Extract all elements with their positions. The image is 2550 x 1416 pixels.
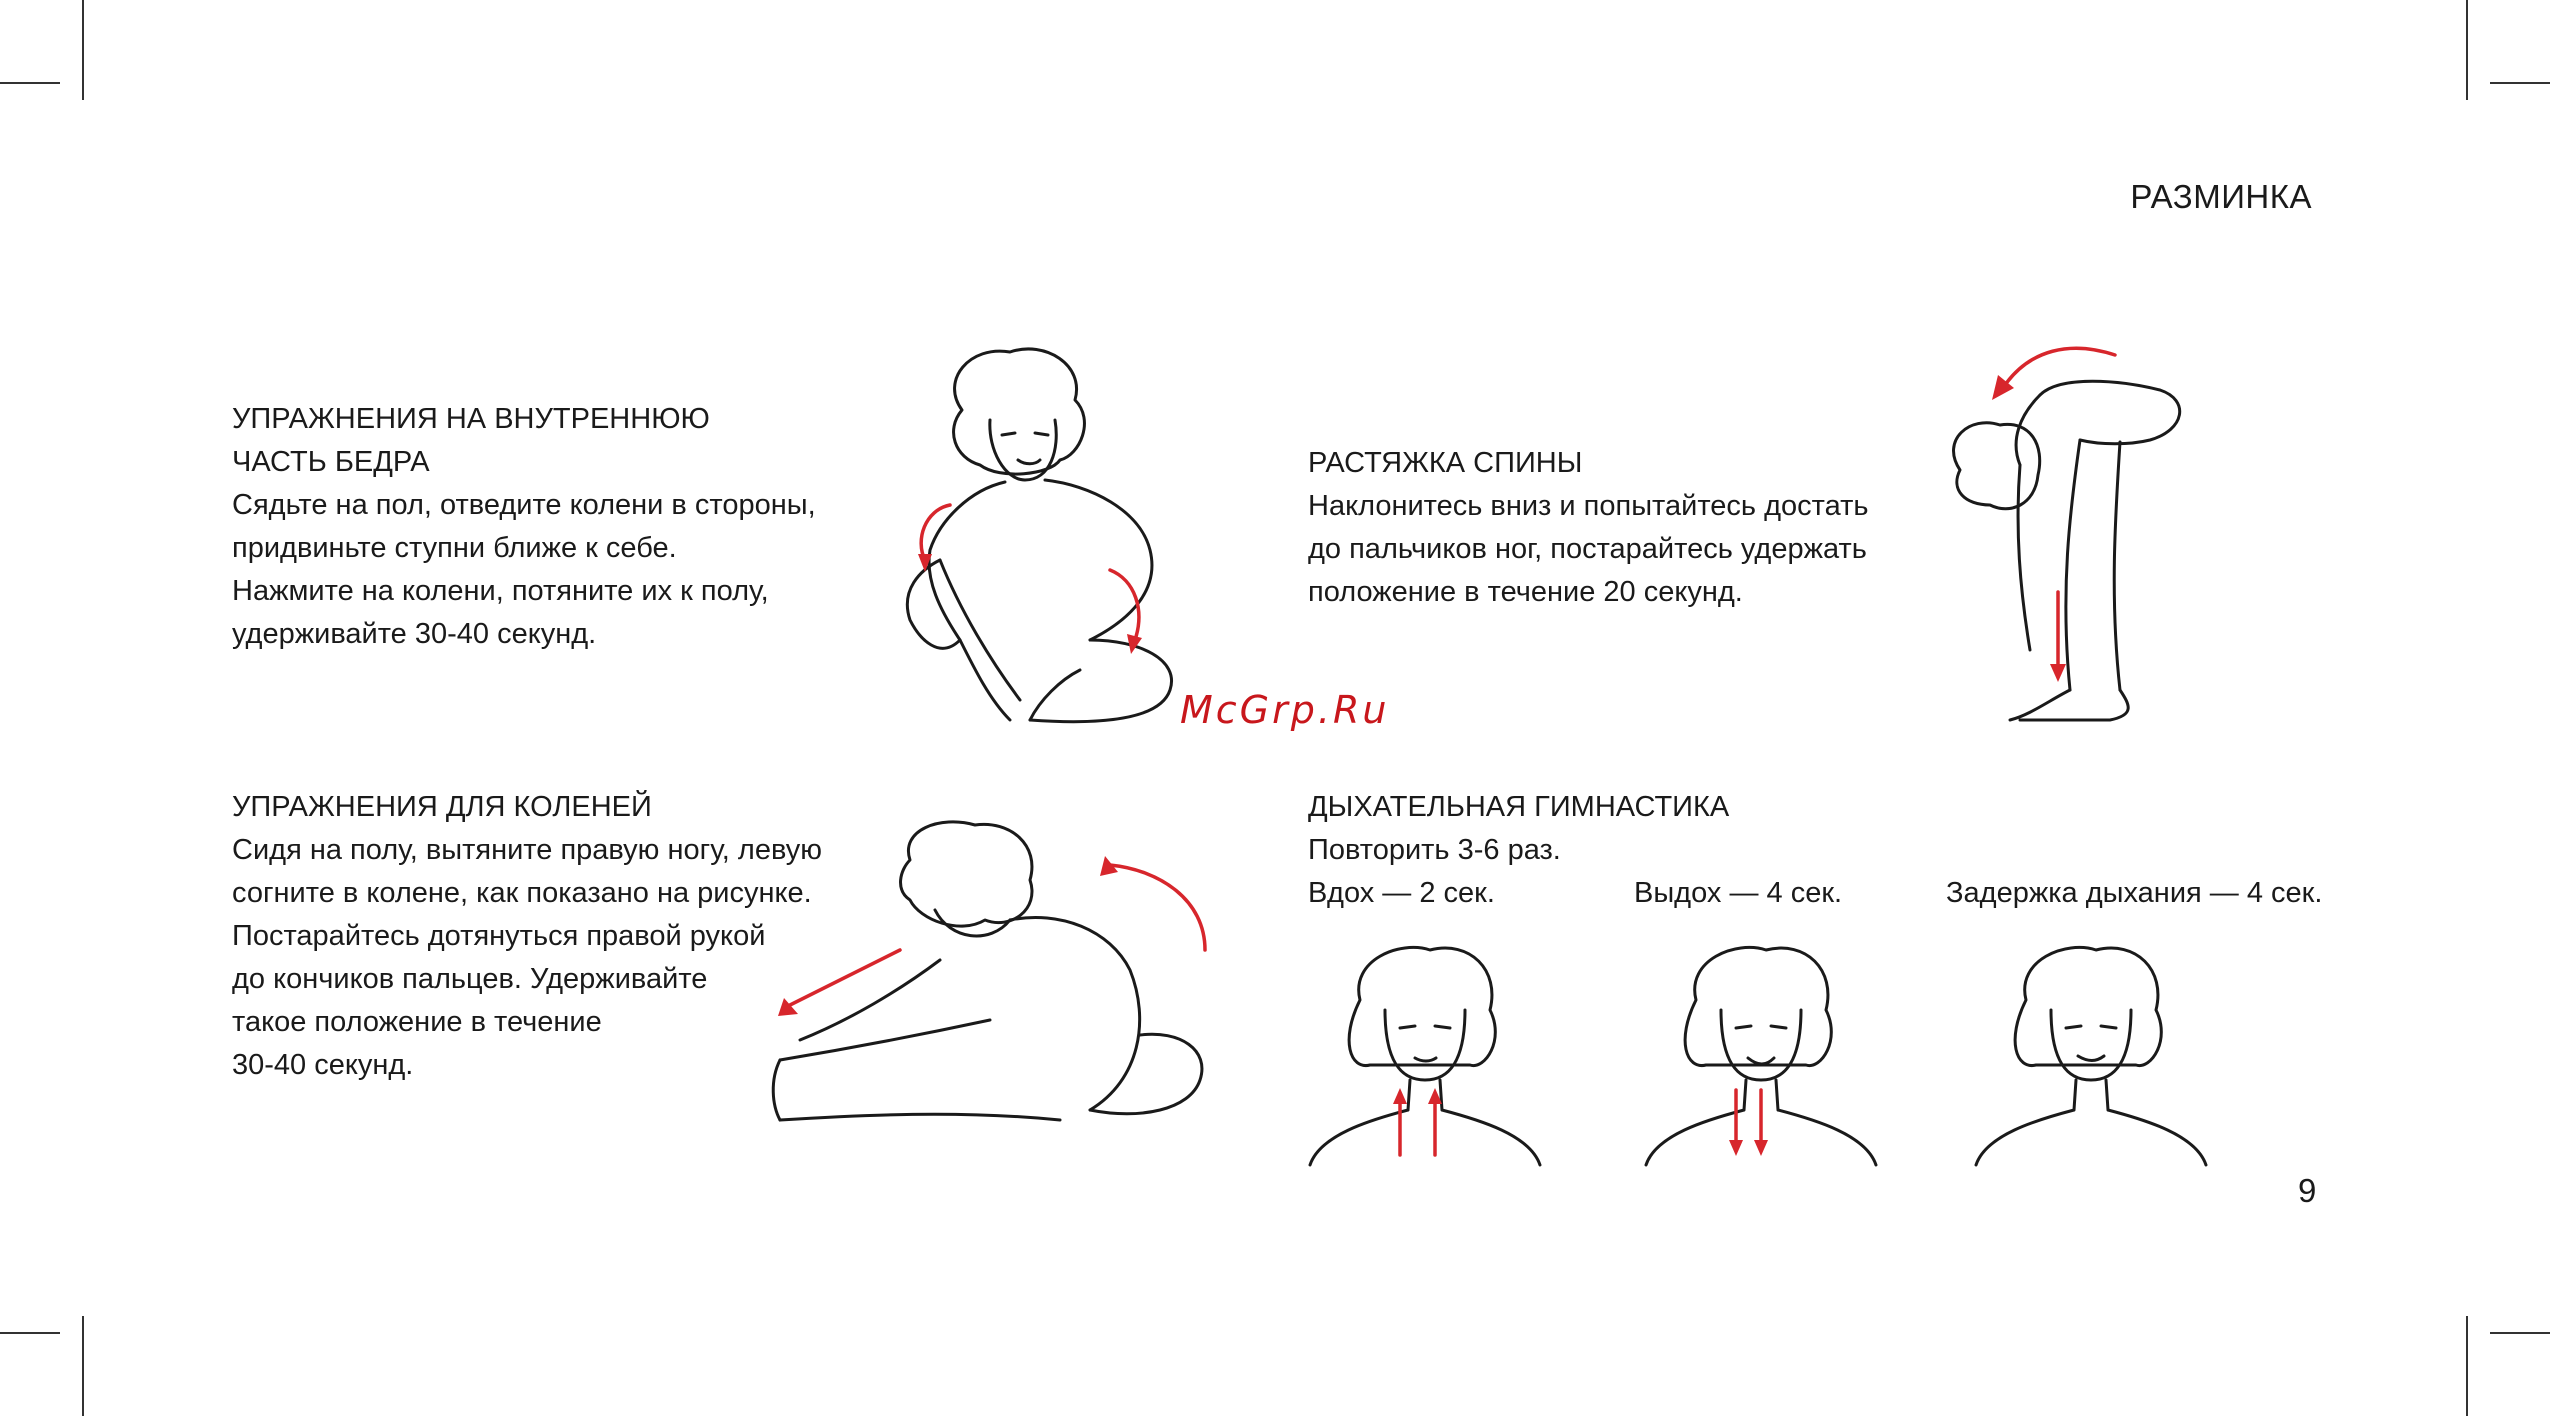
- hold-breath-face-illustration: [1966, 940, 2206, 1165]
- crop-mark: [82, 0, 84, 100]
- knees-text: Сидя на полу, вытяните правую ногу, левую: [232, 834, 822, 866]
- knees-text: согните в колене, как показано на рисунке.: [232, 877, 812, 909]
- watermark: McGrp.Ru: [1180, 688, 1390, 732]
- breathing-block: [1308, 786, 1729, 872]
- back-stretch-text: Наклонитесь вниз и попытайтесь достать: [1308, 490, 1869, 522]
- knees-text: Постарайтесь дотянуться правой рукой: [232, 920, 766, 952]
- breathing-phase-hold: Задержка дыхания — 4 сек.: [1946, 877, 2323, 909]
- breathing-title: ДЫХАТЕЛЬНАЯ ГИМНАСТИКА: [1308, 791, 1730, 823]
- inner-thigh-text: Нажмите на колени, потяните их к полу,: [232, 575, 769, 607]
- inhale-face-illustration: [1300, 940, 1540, 1165]
- breathing-repeat: Повторить 3-6 раз.: [1308, 834, 1561, 866]
- back-stretch-text: до пальчиков ног, постарайтесь удержать: [1308, 533, 1867, 565]
- crop-mark: [2466, 1316, 2468, 1416]
- knees-block: [232, 786, 822, 1087]
- knees-title: УПРАЖНЕНИЯ ДЛЯ КОЛЕНЕЙ: [232, 791, 652, 823]
- exhale-face-illustration: [1636, 940, 1876, 1165]
- page-number: 9: [2298, 1172, 2317, 1209]
- crop-mark: [2490, 1332, 2550, 1334]
- knees-text: до кончиков пальцев. Удерживайте: [232, 963, 708, 995]
- inner-thigh-text: удерживайте 30-40 секунд.: [232, 618, 597, 650]
- knees-text: такое положение в течение: [232, 1006, 602, 1038]
- inner-thigh-illustration: [880, 340, 1220, 740]
- back-stretch-title: РАСТЯЖКА СПИНЫ: [1308, 447, 1583, 479]
- breathing-phase-exhale: Выдох — 4 сек.: [1634, 877, 1843, 909]
- inner-thigh-text: придвиньте ступни ближе к себе.: [232, 532, 677, 564]
- inner-thigh-block: [232, 398, 816, 656]
- back-stretch-block: [1308, 442, 1868, 614]
- crop-mark: [2466, 0, 2468, 100]
- crop-mark: [82, 1316, 84, 1416]
- inner-thigh-title: ЧАСТЬ БЕДРА: [232, 446, 430, 478]
- inner-thigh-title: УПРАЖНЕНИЯ НА ВНУТРЕННЮЮ: [232, 403, 710, 435]
- knees-text: 30-40 секунд.: [232, 1049, 414, 1081]
- crop-mark: [0, 1332, 60, 1334]
- crop-mark: [2490, 82, 2550, 84]
- back-stretch-illustration: [1920, 330, 2260, 730]
- back-stretch-text: положение в течение 20 секунд.: [1308, 576, 1743, 608]
- knees-illustration: [760, 820, 1220, 1170]
- section-title: РАЗМИНКА: [2130, 178, 2312, 215]
- breathing-phase-inhale: Вдох — 2 сек.: [1308, 877, 1495, 909]
- crop-mark: [0, 82, 60, 84]
- inner-thigh-text: Сядьте на пол, отведите колени в стороны,: [232, 489, 816, 521]
